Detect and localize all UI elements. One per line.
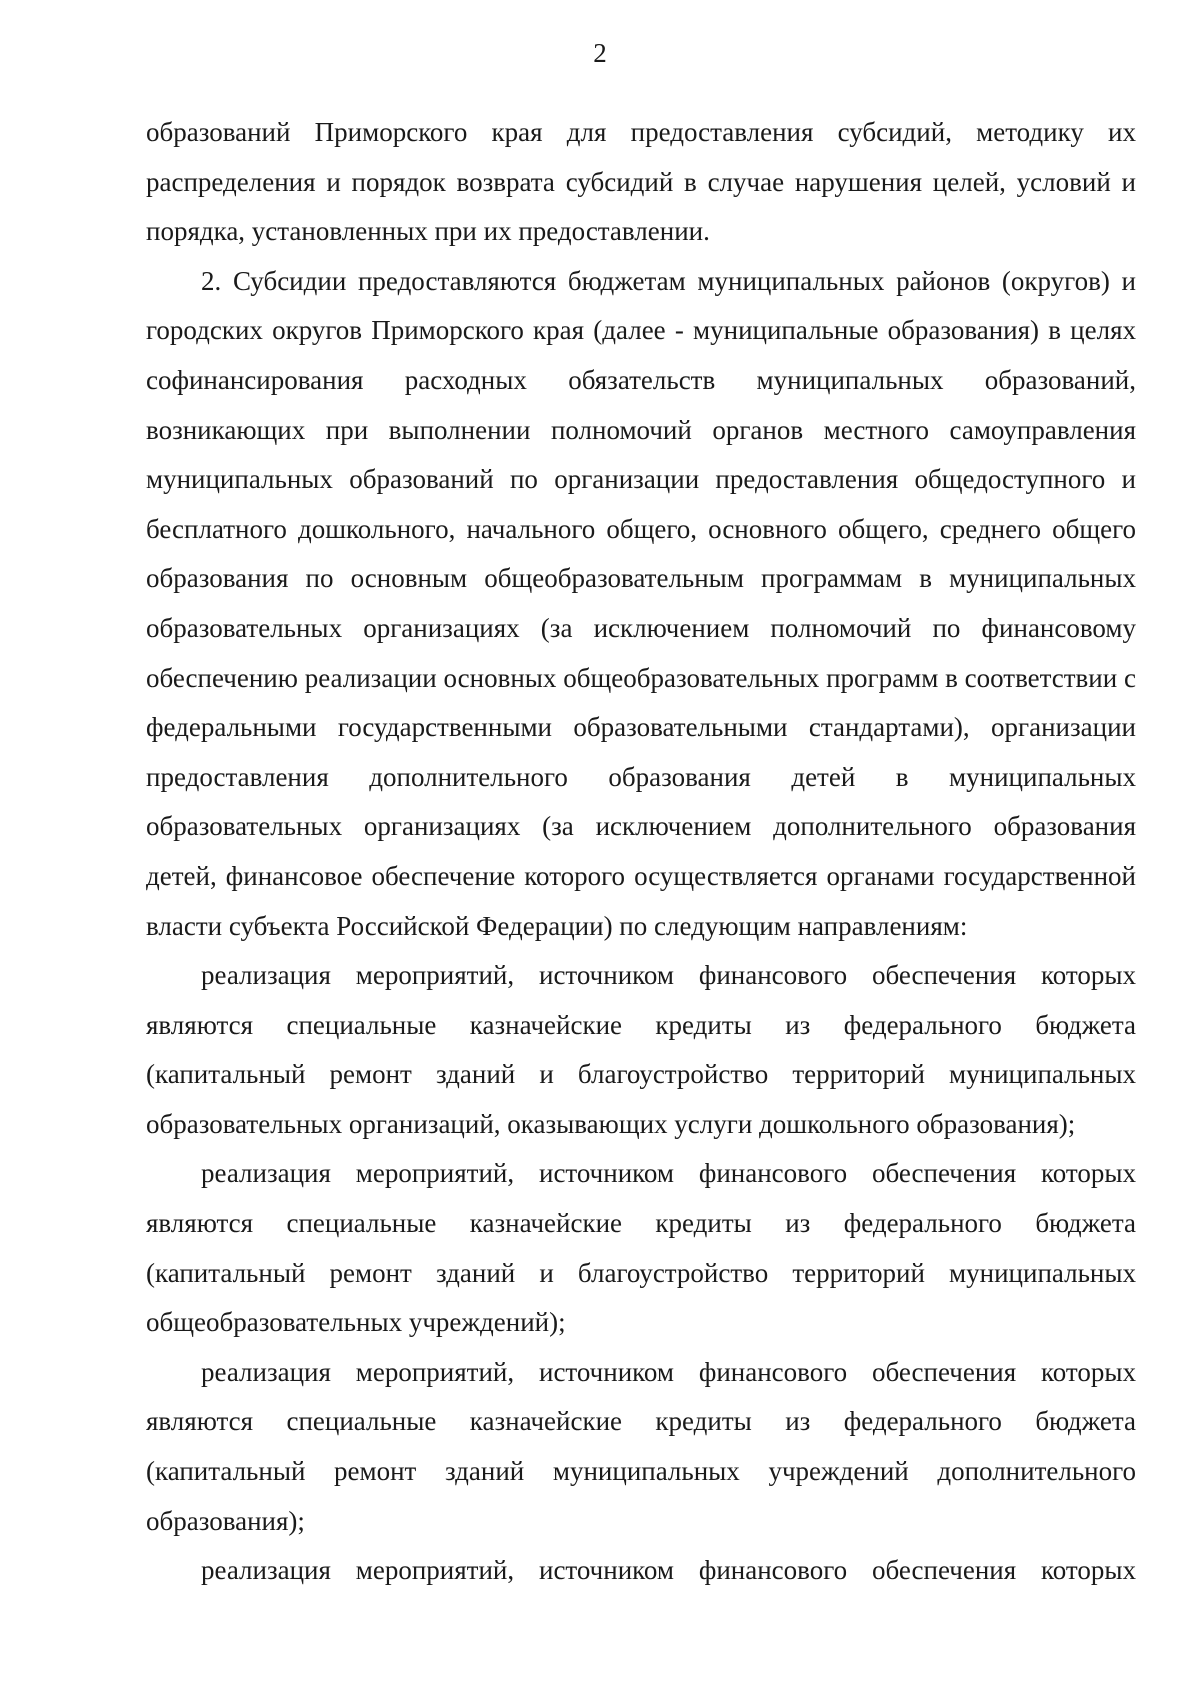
paragraph-direction-continued: реализация мероприятий, источником финансового обеспечения которых [201,1555,1136,1586]
document-body [146,108,1136,1596]
paragraph-direction-general-education: реализация мероприятий, источником финансового обеспечения которых являются специальные казначейские кредиты из федерального бюджета (капитальный ремонт зданий и благоустройство территорий муниципальных общеобразовательных учреждений); [146,1158,1136,1338]
paragraph-direction-additional-education: реализация мероприятий, источником финансового обеспечения которых являются специальные казначейские кредиты из федерального бюджета (капитальный ремонт зданий муниципальных учреждений дополнительного образования); [146,1356,1136,1536]
paragraph-item-2: 2. Субсидии предоставляются бюджетам муниципальных районов (округов) и городских округов Приморского края (далее - муниципальные образования) в целях софинансирования расходных обязательств муниципальных образований, возникающих при выполнении полномочий органов местного самоуправления муниципальных образований по организации предоставления общедоступного и бесплатного дошкольного, начального общего, основного общего, среднего общего образования по основным общеобразовательным программам в муниципальных образовательных организациях (за исключением полномочий по финансовому обеспечению реализации основных общеобразовательных программ в соответствии с федеральными государственными образовательными стандартами), организации предоставления дополнительного образования детей в муниципальных образовательных организациях (за исключением дополнительного образования детей, финансовое обеспечение которого осуществляется органами государственной власти субъекта Российской Федерации) по следующим направлениям: [146,265,1136,941]
paragraph-continuation: образований Приморского края для предоставления субсидий, методику их распределения и порядок возврата субсидий в случае нарушения целей, условий и порядка, установленных при их предоставлении. [146,117,1136,247]
paragraph-direction-preschool: реализация мероприятий, источником финансового обеспечения которых являются специальные казначейские кредиты из федерального бюджета (капитальный ремонт зданий и благоустройство территорий муниципальных образовательных организаций, оказывающих услуги дошкольного образования); [146,960,1136,1139]
page-number: 2 [593,38,607,68]
